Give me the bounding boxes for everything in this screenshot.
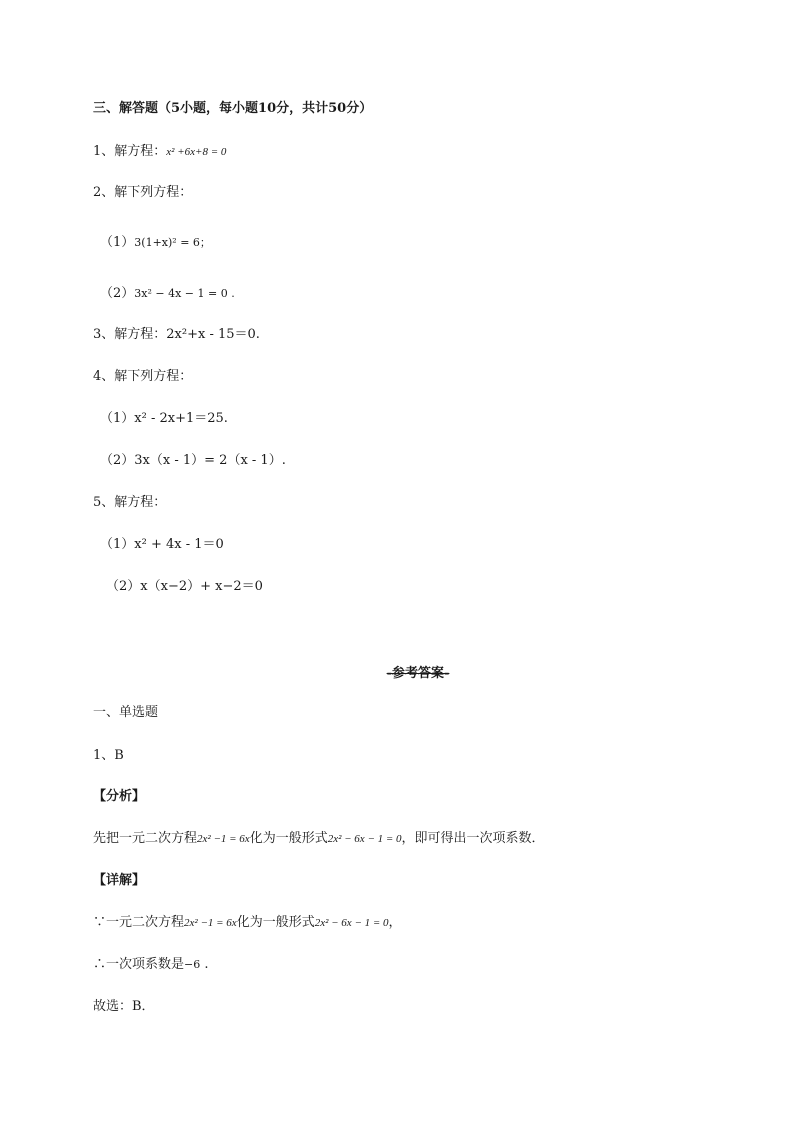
choice-text: 故选：B． <box>93 999 155 1014</box>
analysis-text <box>93 830 545 848</box>
detail-text <box>93 914 402 932</box>
answer-1: 1、B <box>93 748 124 763</box>
question-3 <box>93 326 260 344</box>
text-segment: 先把一元二次方程 <box>93 831 198 846</box>
part-label: （2） <box>100 453 135 468</box>
therefore-text <box>93 956 209 974</box>
part-label: （1） <box>100 537 135 552</box>
question-1 <box>93 143 226 161</box>
equation: 2x²+x - 15＝0. <box>166 327 260 342</box>
part-label: （1） <box>100 235 135 250</box>
section-heading: 三、解答题（5小题，每小题10分，共计50分） <box>93 101 373 116</box>
analysis-label: 【分析】 <box>93 789 146 804</box>
question-4-part-2 <box>100 452 286 470</box>
equation: x² +6x+8 = 0 <box>166 146 227 158</box>
question-2-label: 2、解下列方程： <box>93 185 193 200</box>
equation: 2x² − 6x − 1 = 0 <box>327 833 402 845</box>
text-segment: ∴一次项系数是 <box>93 957 185 972</box>
question-5-part-2 <box>106 578 263 596</box>
part-label: （2） <box>106 579 141 594</box>
part-label: （2） <box>100 286 135 301</box>
equation: 3(1+x)² = 6； <box>134 236 211 249</box>
question-5-label: 5、解方程： <box>93 495 167 510</box>
equation: 2x² −1 = 6x <box>197 833 250 845</box>
question-4-part-1 <box>100 410 228 428</box>
equation: x² + 4x - 1＝0 <box>134 537 224 552</box>
text-segment: 化为一般形式 <box>236 915 315 930</box>
equation: 3x（x - 1）= 2（x - 1）. <box>134 453 286 468</box>
question-2-part-2 <box>100 285 235 303</box>
equation: x² - 2x+1＝25. <box>134 411 228 426</box>
text-segment: ， <box>388 915 402 930</box>
answers-title: -参考答案- <box>386 666 450 681</box>
text-segment: . <box>200 957 209 972</box>
question-5-part-1 <box>100 536 224 554</box>
equation: 2x² − 6x − 1 = 0 <box>314 917 389 929</box>
value: −6 <box>184 958 201 971</box>
detail-label: 【详解】 <box>93 873 146 888</box>
text-segment: 化为一般形式 <box>249 831 328 846</box>
answers-section-1: 一、单选题 <box>93 705 159 720</box>
question-label: 3、解方程： <box>93 327 167 342</box>
part-label: （1） <box>100 411 135 426</box>
equation: 3x² − 4x − 1 = 0 . <box>134 287 235 300</box>
question-4-label: 4、解下列方程： <box>93 369 193 384</box>
equation: x（x−2）+ x−2＝0 <box>140 579 263 594</box>
equation: 2x² −1 = 6x <box>184 917 237 929</box>
text-segment: ，即可得出一次项系数． <box>401 831 545 846</box>
question-label: 1、解方程： <box>93 144 167 159</box>
question-2-part-1 <box>100 234 211 252</box>
text-segment: ∵一元二次方程 <box>93 915 185 930</box>
